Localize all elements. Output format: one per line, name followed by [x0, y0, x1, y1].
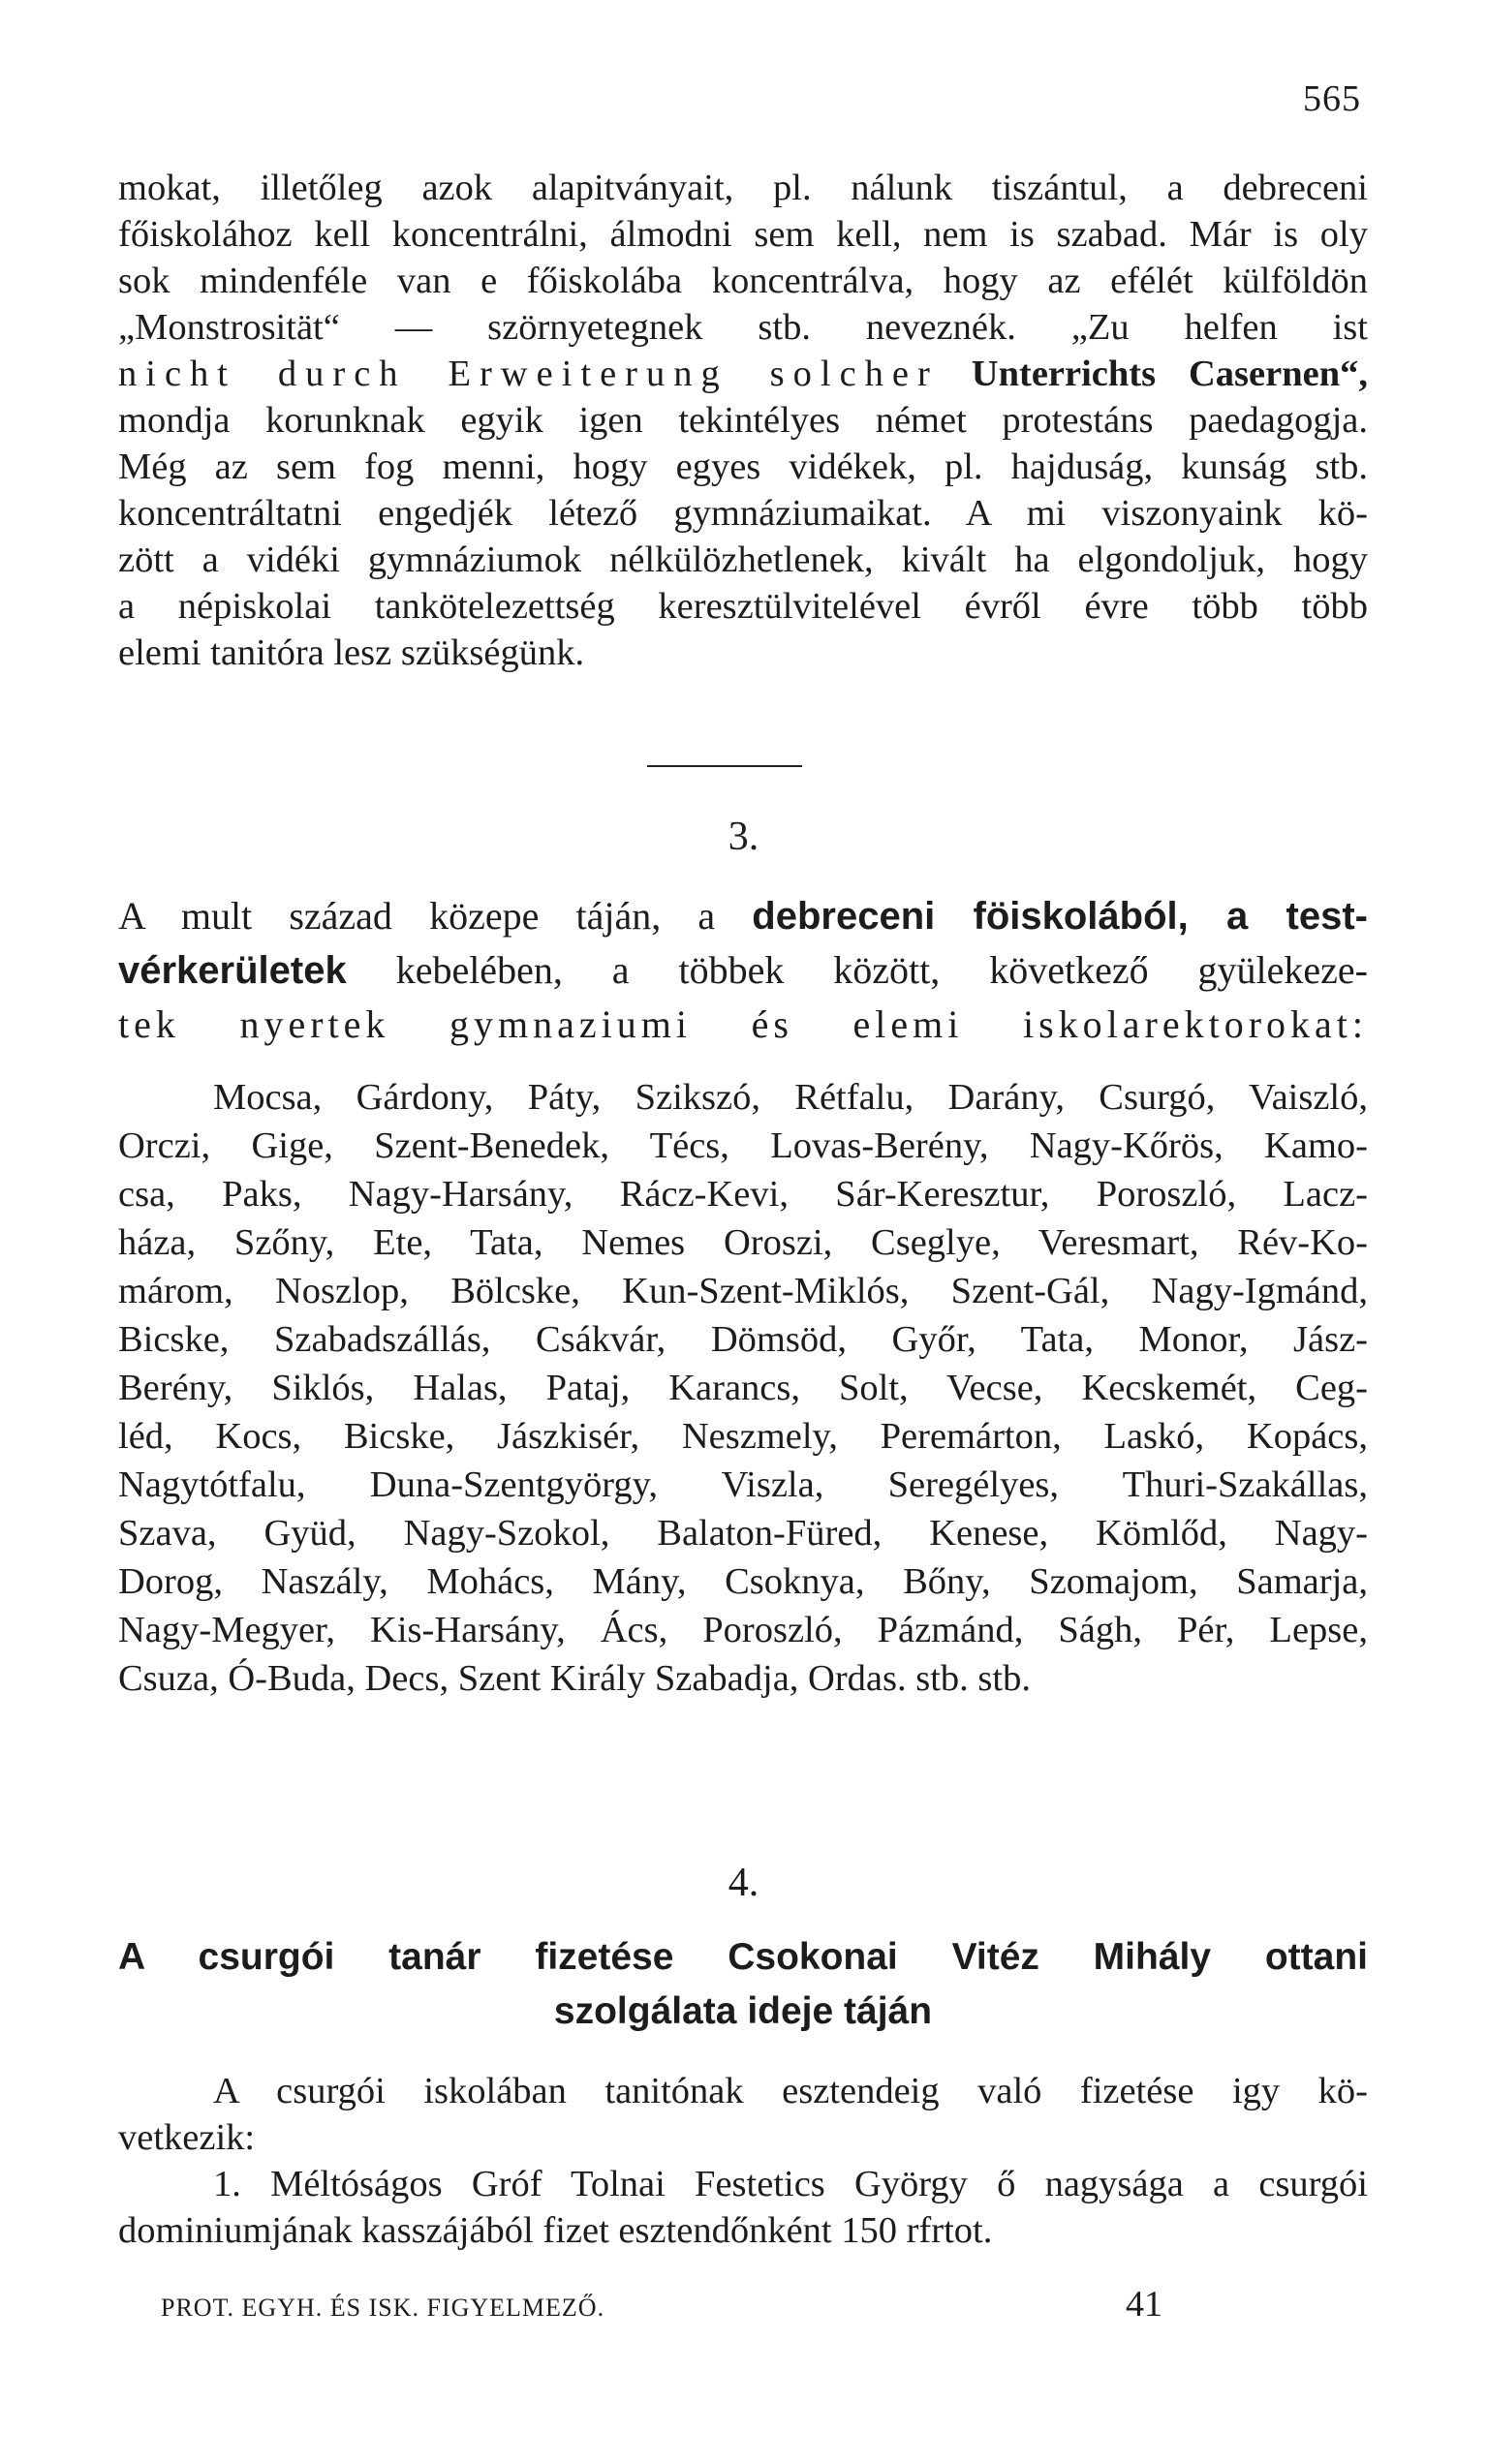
section-3-number: 3.: [728, 815, 759, 859]
page-number: 565: [1303, 78, 1361, 119]
journal-title: PROT. EGYH. ÉS ISK. FIGYELMEZŐ.: [161, 2294, 605, 2322]
title-line: A csurgói tanár fizetése Csokonai Vitéz Mihály ottani: [118, 1936, 1368, 1978]
text-line: csa, Paks, Nagy-Harsány, Rácz-Kevi, Sár-Keresztur, Poroszló, Lacz-: [118, 1174, 1368, 1215]
intro-text: A mult század közepe táján, a: [118, 894, 716, 938]
text-line: Bicske, Szabadszállás, Csákvár, Dömsöd, Győr, Tata, Monor, Jász-: [118, 1319, 1368, 1360]
section-4-number: 4.: [728, 1861, 759, 1905]
text-line: Nagytótfalu, Duna-Szentgyörgy, Viszla, Seregélyes, Thuri-Szakállas,: [118, 1464, 1368, 1505]
text-line: háza, Szőny, Ete, Tata, Nemes Oroszi, Cseglye, Veresmart, Rév-Ko-: [118, 1222, 1368, 1263]
text-line: dominiumjának kasszájából fizet esztendőnként 150 rfrtot.: [118, 2210, 993, 2251]
section-4-body: [118, 2068, 1368, 2254]
text-line-mixed: [118, 351, 1368, 397]
text-line: „Monstrosität“ — szörnyetegnek stb. neveznék. „Zu helfen ist: [118, 307, 1368, 348]
text-line: főiskolához kell koncentrálni, álmodni sem kell, nem is szabad. Már is oly: [118, 214, 1368, 255]
german-quote-bold: Unterrichts Casernen“,: [971, 354, 1368, 394]
text-line: Mocsa, Gárdony, Páty, Szikszó, Rétfalu, Darány, Csurgó, Vaiszló,: [213, 1077, 1368, 1118]
intro-text: kebelében, a többek között, következő gyülekeze-: [395, 948, 1368, 992]
section-3-intro: [118, 889, 1368, 1052]
text-line: Csuza, Ó-Buda, Decs, Szent Király Szabadja, Ordas. stb. stb.: [118, 1658, 1031, 1699]
title-line: szolgálata ideje táján: [553, 1990, 933, 2032]
text-line: Dorog, Naszály, Mohács, Mány, Csoknya, Bőny, Szomajom, Samarja,: [118, 1561, 1368, 1602]
text-line: márom, Noszlop, Bölcske, Kun-Szent-Miklós, Szent-Gál, Nagy-Igmánd,: [118, 1271, 1368, 1311]
section-divider: [647, 765, 802, 767]
text-line: sok mindenféle van e főiskolába koncentrálva, hogy az efélét külföldön: [118, 261, 1368, 301]
text-line-spaced: tek nyertek gymnaziumi és elemi iskolarektorokat:: [118, 1002, 1368, 1046]
text-line: elemi tanitóra lesz szükségünk.: [118, 632, 585, 673]
text-line: Orczi, Gige, Szent-Benedek, Técs, Lovas-Berény, Nagy-Kőrös, Kamo-: [118, 1125, 1368, 1166]
german-quote-spaced: nicht durch Erweiterung solcher: [118, 354, 939, 394]
signature-mark: 41: [1126, 2284, 1162, 2325]
text-line-mixed: [118, 943, 1368, 998]
text-line: a népiskolai tankötelezettség keresztülvitelével évről évre több több: [118, 586, 1368, 627]
text-line: léd, Kocs, Bicske, Jászkisér, Neszmely, Peremárton, Laskó, Kopács,: [118, 1416, 1368, 1457]
text-line: mokat, illetőleg azok alapitványait, pl. nálunk tiszántul, a debreceni: [118, 168, 1368, 208]
text-line: mondja korunknak egyik igen tekintélyes német protestáns paedagogja.: [118, 400, 1368, 441]
text-line: koncentráltatni engedjék létező gymnáziumaikat. A mi viszonyaink kö-: [118, 493, 1368, 534]
text-line: 1. Méltóságos Gróf Tolnai Festetics György ő nagysága a csurgói: [213, 2164, 1368, 2204]
paragraph-1: [118, 165, 1368, 676]
text-line: zött a vidéki gymnáziumok nélkülözhetlenek, kivált ha elgondoljuk, hogy: [118, 539, 1368, 580]
text-line: vetkezik:: [118, 2117, 256, 2158]
places-list: [118, 1073, 1368, 1703]
text-line: Berény, Siklós, Halas, Pataj, Karancs, Solt, Vecse, Kecskemét, Ceg-: [118, 1368, 1368, 1408]
text-line: Nagy-Megyer, Kis-Harsány, Ács, Poroszló, Pázmánd, Ságh, Pér, Lepse,: [118, 1610, 1368, 1650]
page-footer: [161, 2283, 1162, 2325]
text-line: Még az sem fog menni, hogy egyes vidékek, pl. hajduság, kunság stb.: [118, 447, 1368, 487]
text-line: A csurgói iskolában tanitónak esztendeig való fizetése igy kö-: [213, 2071, 1368, 2111]
text-line: Szava, Gyüd, Nagy-Szokol, Balaton-Füred, Kenese, Kömlőd, Nagy-: [118, 1513, 1368, 1554]
text-line-mixed: [118, 889, 1368, 943]
intro-bold-text: debreceni föiskolából, a test-: [752, 895, 1368, 938]
intro-bold-text: vérkerületek: [118, 949, 347, 992]
section-4-title: [118, 1930, 1368, 2039]
